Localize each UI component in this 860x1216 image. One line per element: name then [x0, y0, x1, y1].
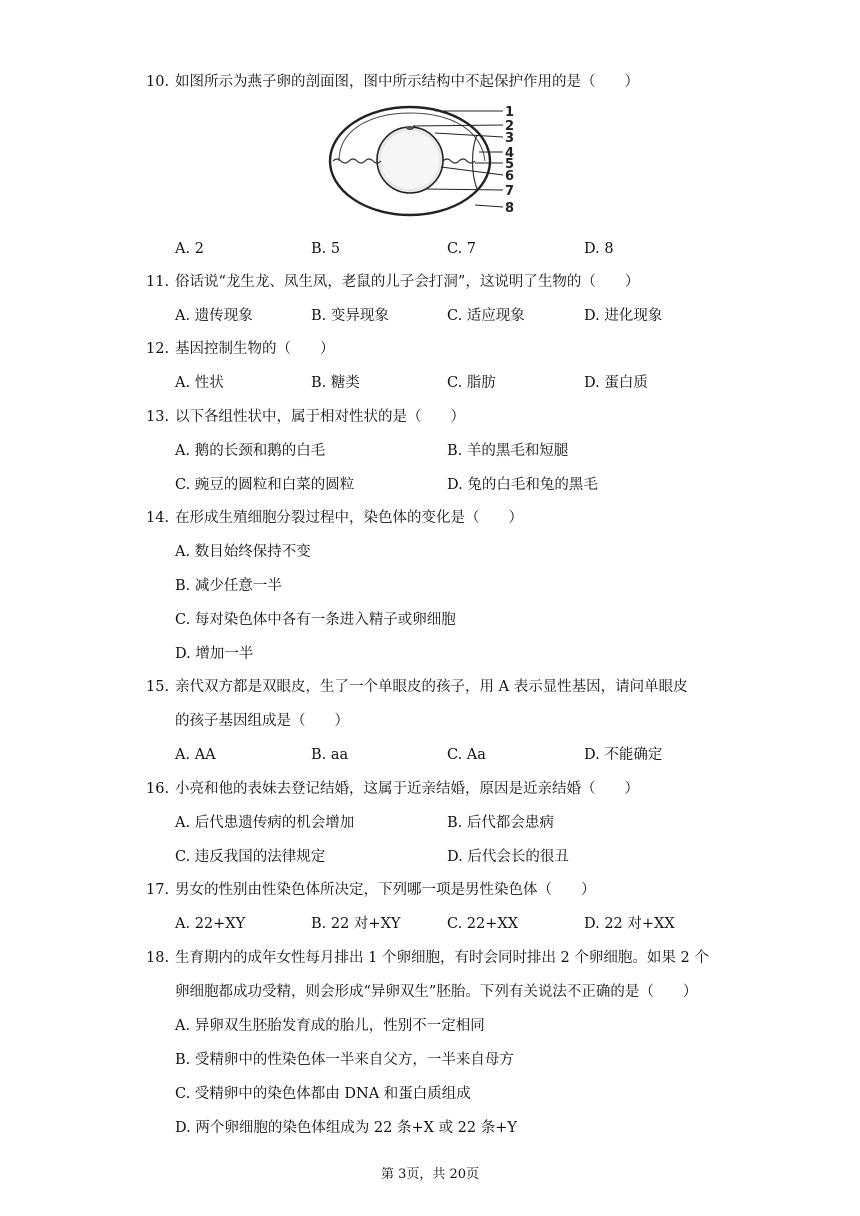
question-number: 18. — [146, 950, 170, 966]
option-a[interactable]: A. 鹅的长颈和鹅的白毛 — [175, 443, 326, 459]
option-b[interactable]: B. 减少任意一半 — [175, 578, 282, 594]
question-stem-continued: 的孩子基因组成是（ ） — [175, 713, 349, 729]
option-a[interactable]: A. 后代患遗传病的机会增加 — [175, 815, 355, 831]
label-2: 2 — [505, 119, 515, 134]
option-d[interactable]: D. 后代会长的很丑 — [447, 849, 569, 865]
question-stem: 生育期内的成年女性每月排出 1 个卵细胞，有时会同时排出 2 个卵细胞。如果 2 个 — [175, 950, 709, 966]
option-d[interactable]: D. 8 — [584, 241, 614, 257]
chalaza-left — [333, 159, 381, 163]
option-b[interactable]: B. 22 对+XY — [311, 916, 401, 932]
option-b[interactable]: B. 受精卵中的性染色体一半来自父方，一半来自母方 — [175, 1052, 514, 1068]
question-number: 12. — [146, 341, 170, 357]
option-c[interactable]: C. 脂肪 — [447, 375, 496, 391]
option-d[interactable]: D. 蛋白质 — [584, 375, 648, 391]
option-b[interactable]: B. 后代都会患病 — [447, 815, 554, 831]
option-d[interactable]: D. 22 对+XX — [584, 916, 675, 932]
chalaza-right — [443, 159, 475, 163]
option-a[interactable]: A. 异卵双生胚胎发育成的胎儿，性别不一定相同 — [175, 1018, 485, 1034]
label-8: 8 — [505, 201, 515, 216]
option-a[interactable]: A. 数目始终保持不变 — [175, 544, 311, 560]
option-d[interactable]: D. 增加一半 — [175, 646, 254, 662]
option-d[interactable]: D. 兔的白毛和兔的黑毛 — [447, 477, 598, 493]
question-number: 16. — [146, 781, 170, 797]
option-c[interactable]: C. Aa — [447, 747, 486, 763]
page-footer: 第 3页，共 20页 — [380, 1167, 480, 1182]
question-stem: 小亮和他的表妹去登记结婚，这属于近亲结婚，原因是近亲结婚（ ） — [175, 781, 639, 797]
option-c[interactable]: C. 豌豆的圆粒和白菜的圆粒 — [175, 477, 355, 493]
question-stem-continued: 卵细胞都成功受精，则会形成“异卵双生”胚胎。下列有关说法不正确的是（ ） — [175, 984, 698, 1000]
question-stem: 如图所示为燕子卵的剖面图，图中所示结构中不起保护作用的是（ ） — [175, 74, 639, 90]
option-a[interactable]: A. 遗传现象 — [175, 308, 253, 324]
option-c[interactable]: C. 适应现象 — [447, 308, 525, 324]
option-a[interactable]: A. 性状 — [175, 375, 224, 391]
option-b[interactable]: B. aa — [311, 747, 349, 763]
option-a[interactable]: A. 22+XY — [175, 916, 246, 932]
option-d[interactable]: D. 不能确定 — [584, 747, 663, 763]
label-3: 3 — [505, 131, 515, 146]
question-stem: 俗话说“龙生龙、凤生凤，老鼠的儿子会打洞”，这说明了生物的（ ） — [175, 274, 640, 290]
question-stem: 在形成生殖细胞分裂过程中，染色体的变化是（ ） — [175, 510, 523, 526]
option-d[interactable]: D. 两个卵细胞的染色体组成为 22 条+X 或 22 条+Y — [175, 1120, 517, 1136]
question-stem: 亲代双方都是双眼皮，生了一个单眼皮的孩子，用 A 表示显性基因，请问单眼皮 — [175, 679, 688, 695]
option-c[interactable]: C. 7 — [447, 241, 477, 257]
label-5: 5 — [505, 157, 515, 172]
option-b[interactable]: B. 变异现象 — [311, 308, 389, 324]
question-number: 13. — [146, 409, 170, 425]
swallow-egg-diagram — [325, 105, 535, 220]
label-4: 4 — [505, 146, 515, 161]
option-c[interactable]: C. 22+XX — [447, 916, 519, 932]
label-1: 1 — [505, 105, 515, 120]
option-c[interactable]: C. 每对染色体中各有一条进入精子或卵细胞 — [175, 612, 456, 628]
option-c[interactable]: C. 违反我国的法律规定 — [175, 849, 326, 865]
option-b[interactable]: B. 糖类 — [311, 375, 360, 391]
option-d[interactable]: D. 进化现象 — [584, 308, 663, 324]
question-number: 15. — [146, 679, 170, 695]
label-7: 7 — [505, 184, 515, 199]
label-6: 6 — [505, 169, 515, 184]
question-number: 11. — [146, 274, 170, 290]
question-stem: 基因控制生物的（ ） — [175, 341, 335, 357]
yolk-membrane — [381, 131, 439, 189]
germinal-disc — [406, 126, 414, 130]
question-stem: 以下各组性状中，属于相对性状的是（ ） — [175, 409, 465, 425]
option-a[interactable]: A. 2 — [175, 241, 204, 257]
question-stem: 男女的性别由性染色体所决定，下列哪一项是男性染色体（ ） — [175, 882, 596, 898]
option-a[interactable]: A. AA — [175, 747, 216, 763]
question-number: 14. — [146, 510, 170, 526]
question-number: 10. — [146, 74, 170, 90]
option-c[interactable]: C. 受精卵中的染色体都由 DNA 和蛋白质组成 — [175, 1086, 471, 1102]
option-b[interactable]: B. 5 — [311, 241, 341, 257]
question-number: 17. — [146, 882, 170, 898]
option-b[interactable]: B. 羊的黑毛和短腿 — [447, 443, 569, 459]
